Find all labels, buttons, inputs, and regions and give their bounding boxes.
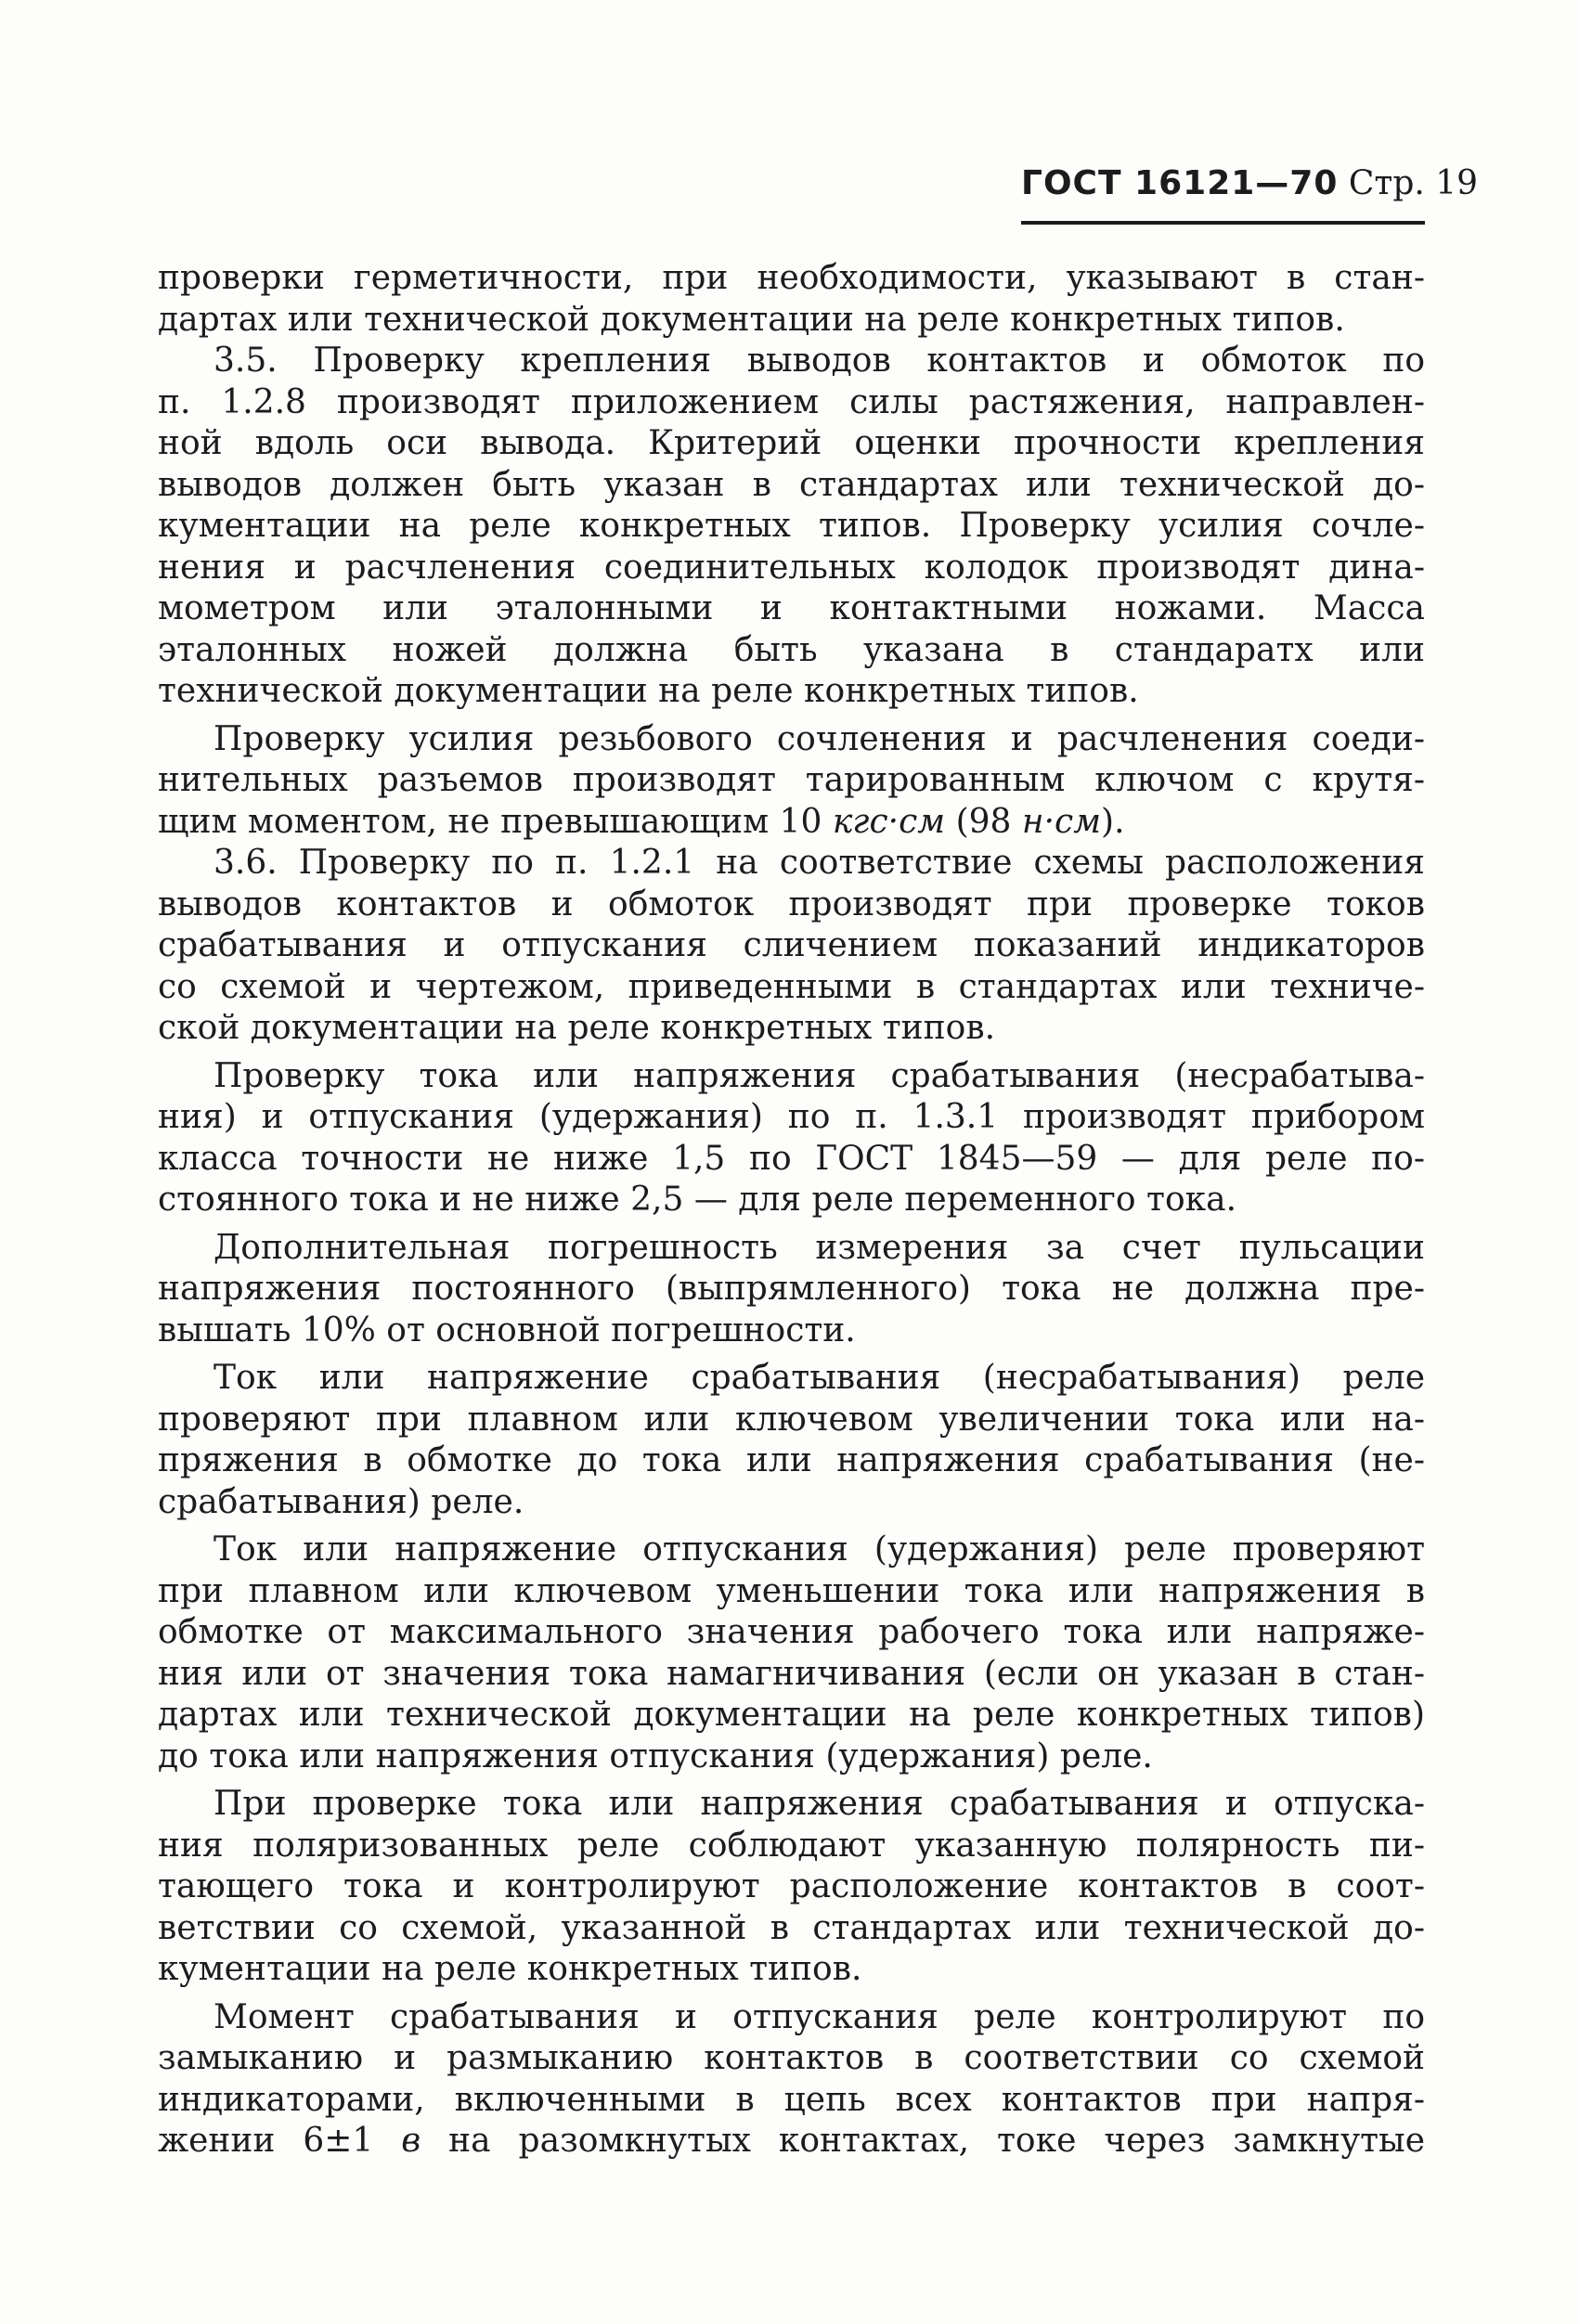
text-line: ния или от значения тока намагничивания (если он указан в стан-: [158, 1654, 1425, 1693]
text-line: нения и расчленения соединительных колодок производят дина-: [158, 548, 1425, 587]
text-line: напряжения постоянного (выпрямленного) тока не должна пре-: [158, 1270, 1425, 1308]
text-line: тающего тока и контролируют расположение контактов в соот-: [158, 1867, 1425, 1905]
text-line: срабатывания) реле.: [158, 1482, 524, 1521]
text-line: выводов должен быть указан в стандартах или технической до-: [158, 465, 1425, 504]
text-line: до тока или напряжения отпускания (удержания) реле.: [158, 1737, 1153, 1775]
text-line: обмотке от максимального значения рабочего тока или напряже-: [158, 1613, 1425, 1651]
text-line: стоянного тока и не ниже 2,5 — для реле переменного тока.: [158, 1181, 1237, 1219]
text-line: замыканию и размыканию контактов в соответствии со схемой: [158, 2039, 1425, 2077]
text-line: при плавном или ключевом уменьшении тока или напряжения в: [158, 1571, 1425, 1610]
text-line: срабатывания и отпускания сличением показаний индикаторов: [158, 926, 1425, 964]
text-line: выводов контактов и обмоток производят при проверке токов: [158, 884, 1425, 923]
text-line: кументации на реле конкретных типов. Проверку усилия сочле-: [158, 507, 1425, 545]
text-line: технической документации на реле конкретных типов.: [158, 672, 1139, 710]
standard-number: ГОСТ 16121—70: [1021, 164, 1339, 202]
text-line: индикаторами, включенными в цепь всех контактов при напря-: [158, 2080, 1425, 2119]
body-text: [158, 258, 1425, 2163]
text-line: проверяют при плавном или ключевом увеличении тока или на-: [158, 1400, 1425, 1439]
text-line: проверки герметичности, при необходимости, указывают в стан-: [158, 259, 1425, 297]
text-line: дартах или технической документации на реле конкретных типов): [158, 1696, 1425, 1734]
text-line: ния поляризованных реле соблюдают указанную полярность пи-: [158, 1826, 1425, 1865]
text-line: Ток или напряжение срабатывания (несрабатывания) реле: [214, 1359, 1425, 1397]
text-line: нительных разъемов производят тарированным ключом с крутя-: [158, 761, 1425, 799]
text-line: класса точности не ниже 1,5 по ГОСТ 1845—59 — для реле по-: [158, 1139, 1425, 1178]
text-line: ния) и отпускания (удержания) по п. 1.3.1 производят прибором: [158, 1098, 1425, 1136]
text-line: ской документации на реле конкретных типов.: [158, 1009, 996, 1047]
text-line: жении 6±1 в на разомкнутых контактах, токе через замкнутые: [158, 2122, 1425, 2160]
text-line: вышать 10% от основной погрешности.: [158, 1310, 856, 1349]
page-number: Стр. 19: [1348, 164, 1479, 202]
text-line: кументации на реле конкретных типов.: [158, 1950, 862, 1988]
text-line: 3.5. Проверку крепления выводов контактов и обмоток по: [214, 342, 1425, 380]
text-line: дартах или технической документации на реле конкретных типов.: [158, 300, 1345, 339]
text-line: Дополнительная погрешность измерения за счет пульсации: [214, 1228, 1425, 1267]
text-line: ветствии со схемой, указанной в стандартах или технической до-: [158, 1908, 1425, 1947]
text-line: Проверку усилия резьбового сочленения и расчленения соеди-: [214, 719, 1425, 758]
text-line: Проверку тока или напряжения срабатывания (несрабатыва-: [214, 1056, 1425, 1095]
text-line: мометром или эталонными и контактными ножами. Масса: [158, 589, 1425, 627]
text-line: со схемой и чертежом, приведенными в стандартах или техниче-: [158, 967, 1425, 1006]
text-line: эталонных ножей должна быть указана в стандаратх или: [158, 630, 1425, 669]
text-line: ной вдоль оси вывода. Критерий оценки прочности крепления: [158, 424, 1425, 462]
text-line: Ток или напряжение отпускания (удержания) реле проверяют: [214, 1530, 1425, 1569]
text-line: 3.6. Проверку по п. 1.2.1 на соответствие схемы расположения: [214, 844, 1425, 882]
text-line: Момент срабатывания и отпускания реле контролируют по: [214, 1997, 1425, 2036]
text-line: пряжения в обмотке до тока или напряжения срабатывания (не-: [158, 1441, 1425, 1479]
text-line: п. 1.2.8 производят приложением силы растяжения, направлен-: [158, 382, 1425, 421]
text-line: При проверке тока или напряжения срабатывания и отпуска-: [214, 1785, 1425, 1823]
page-header: [1021, 156, 1479, 225]
text-line: щим моментом, не превышающим 10 кгс·см (98 н·см).: [158, 802, 1125, 841]
